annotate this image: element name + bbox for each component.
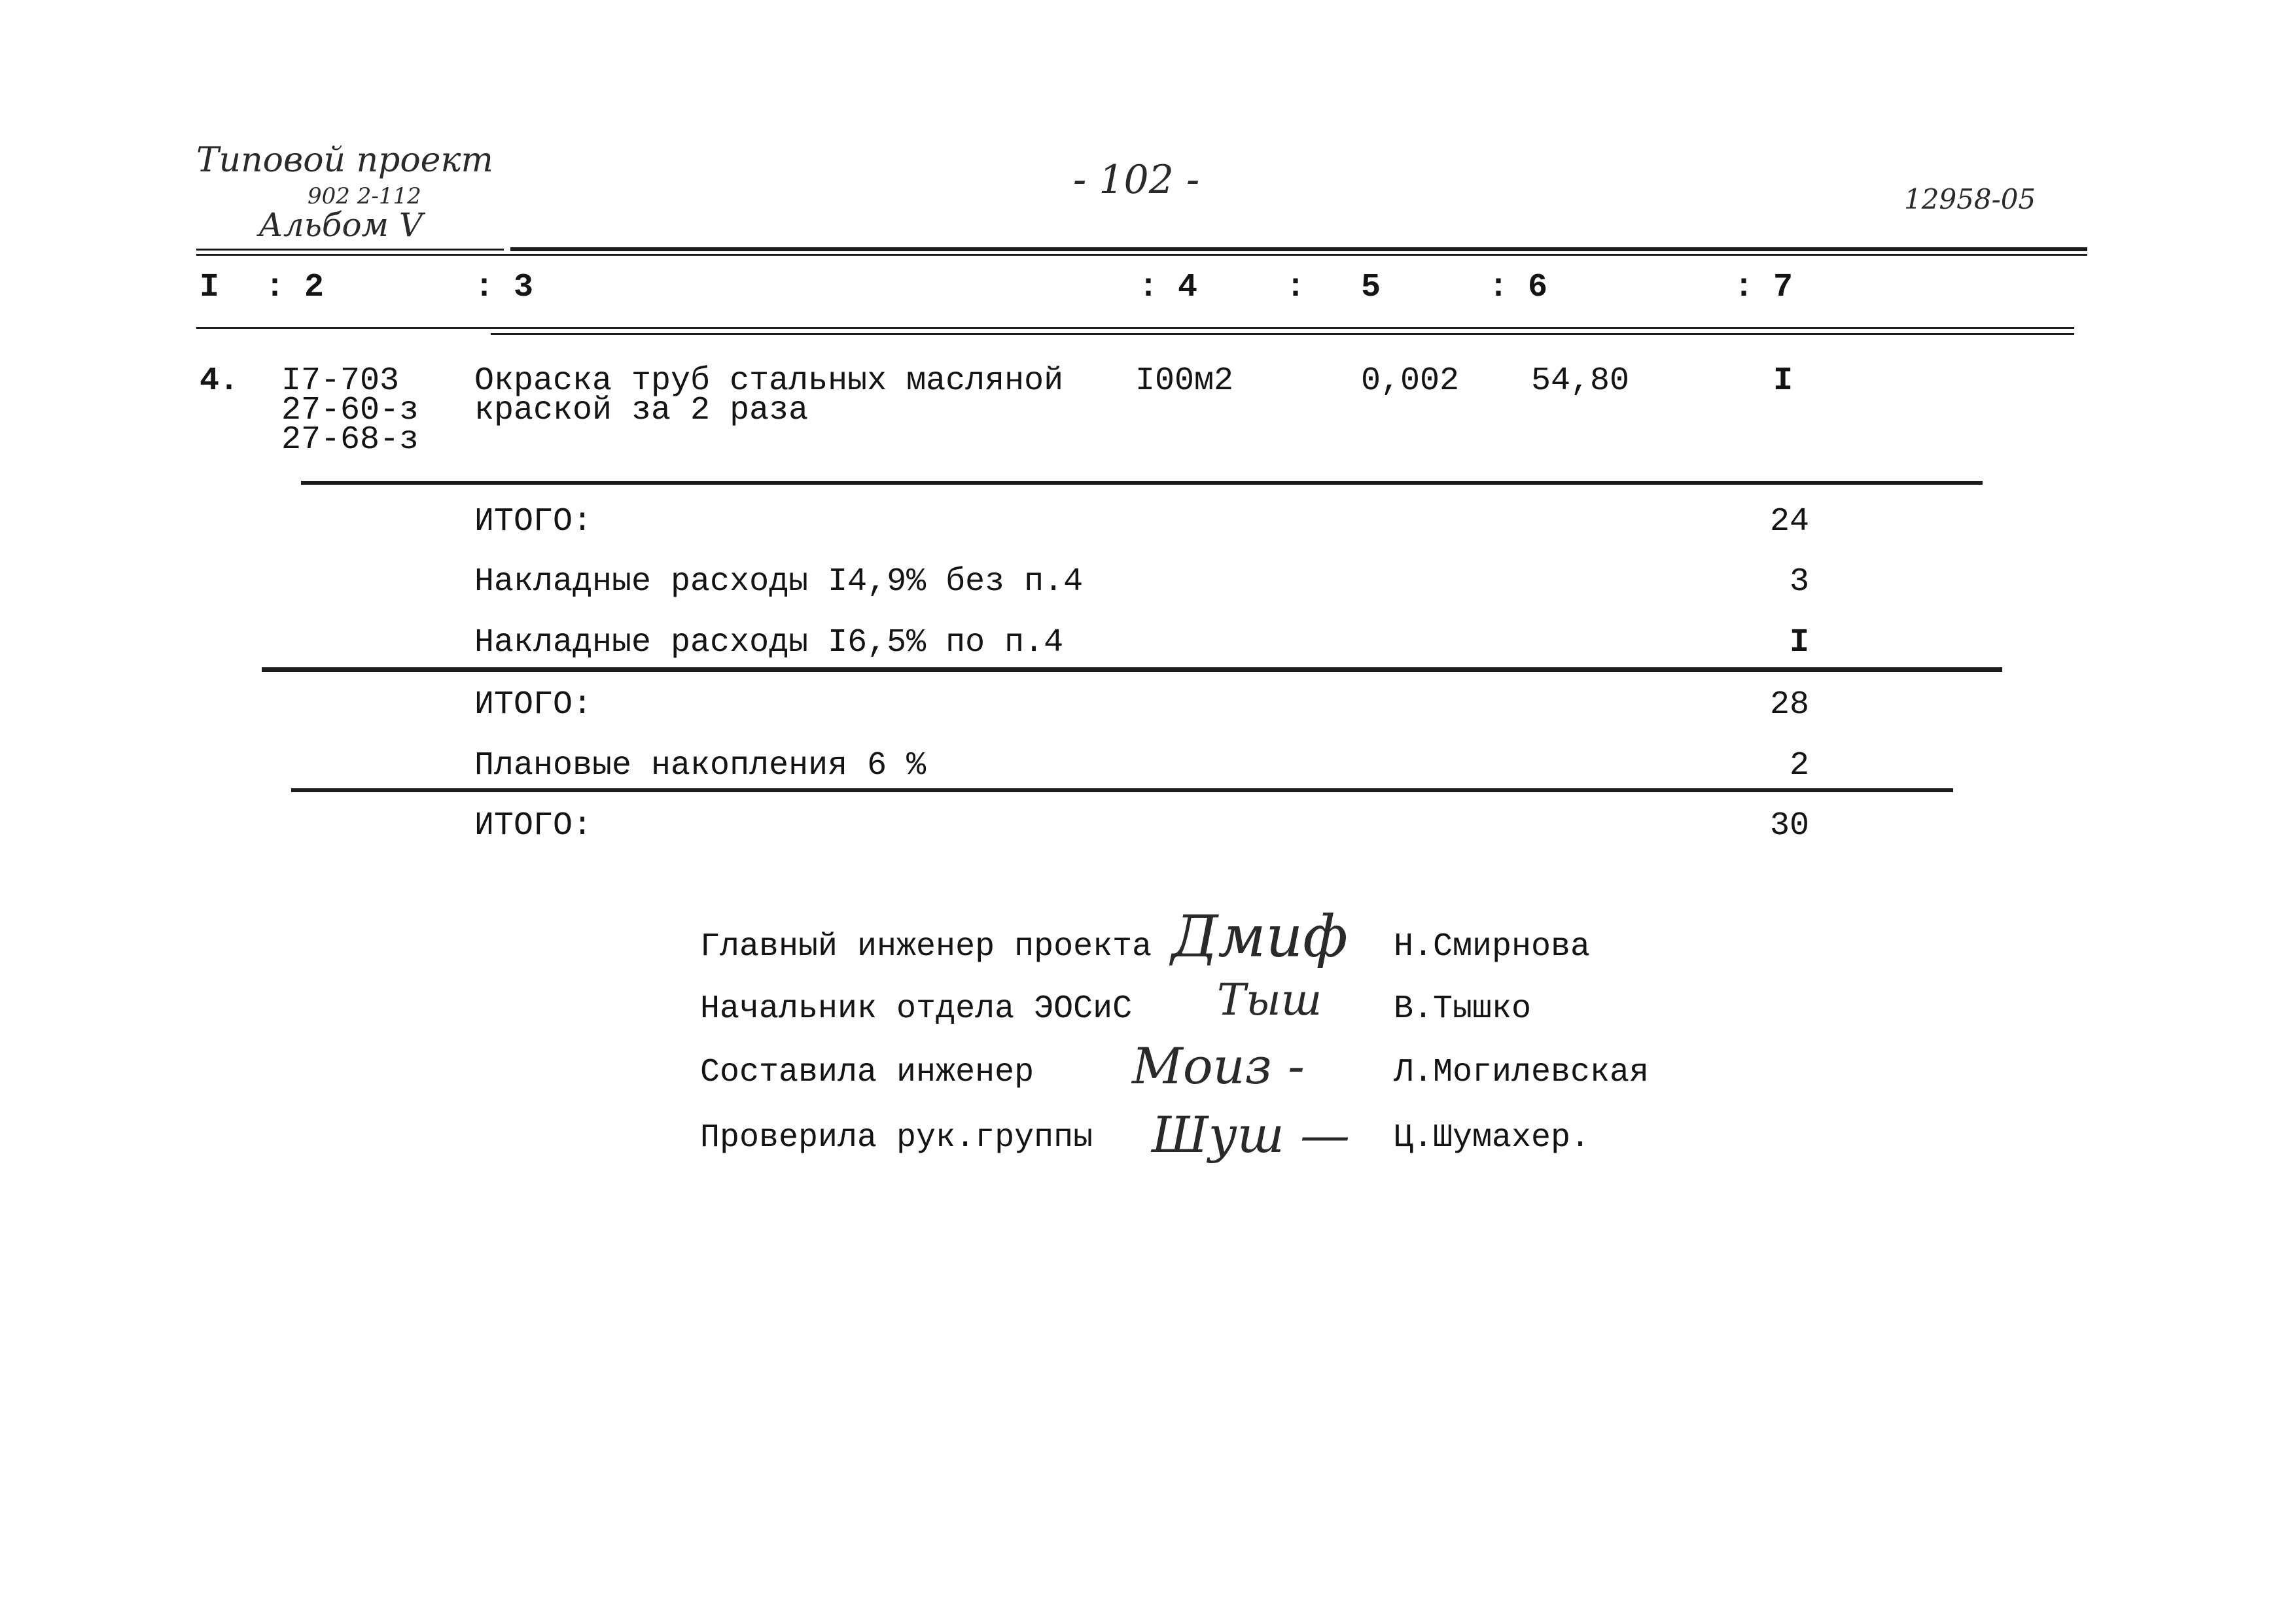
row-quantity: 0,002	[1361, 362, 1460, 400]
document-code: 12958-05	[1904, 183, 2036, 215]
signature-mark-4: Шуш —	[1152, 1106, 1350, 1164]
summary-label-1: ИТОГО:	[474, 503, 593, 540]
signature-name-3: Л.Могилевская	[1394, 1054, 1650, 1091]
summary-label-2: Накладные расходы I4,9% без п.4	[474, 563, 1084, 601]
row-bottom-rule	[301, 481, 1983, 485]
stamp-album-line: Альбом V	[258, 206, 423, 244]
summary-label-5: Плановые накопления 6 %	[474, 747, 927, 784]
signature-role-3: Составила инженер	[700, 1054, 1034, 1091]
row-number: 4.	[200, 362, 239, 400]
stamp-number-line: 902 2-112	[308, 183, 421, 209]
summary-label-6: ИТОГО:	[474, 807, 593, 845]
summary-lower-rule	[291, 788, 1953, 792]
header-top-rule-thin	[196, 254, 2087, 256]
col-header-7: : 7	[1734, 269, 1793, 306]
header-top-rule	[510, 247, 2087, 251]
signature-name-1: Н.Смирнова	[1394, 928, 1591, 966]
summary-mid-rule	[262, 667, 2002, 672]
signature-name-4: Ц.Шумахер.	[1394, 1119, 1591, 1157]
row-description-2: краской за 2 раза	[474, 392, 809, 429]
stamp-underline	[196, 249, 504, 251]
signature-role-1: Главный инженер проекта	[700, 928, 1152, 966]
col-header-2: : 2	[265, 269, 325, 306]
col-header-6: : 6	[1489, 269, 1548, 306]
signature-role-4: Проверила рук.группы	[700, 1119, 1093, 1157]
col-header-3: : 3	[474, 269, 534, 306]
summary-value-5: 2	[1790, 747, 1810, 784]
signature-mark-1: Дмиф	[1171, 903, 1349, 970]
row-unit: I00м2	[1135, 362, 1234, 400]
summary-value-2: 3	[1790, 563, 1810, 601]
col-header-5: 5	[1361, 269, 1381, 306]
header-bottom-rule-2	[491, 333, 2074, 335]
row-code-1: I7-703	[281, 362, 400, 400]
row-price: 54,80	[1531, 362, 1630, 400]
stamp-project-line: Типовой проект	[196, 141, 493, 180]
row-description-1: Окраска труб стальных масляной	[474, 362, 1064, 400]
signature-mark-3: Моиз -	[1132, 1037, 1305, 1095]
signature-role-2: Начальник отдела ЭОСиС	[700, 990, 1133, 1028]
row-total: I	[1773, 362, 1793, 400]
signature-mark-2: Тыш	[1217, 975, 1322, 1025]
signature-name-2: В.Тышко	[1394, 990, 1532, 1028]
row-code-2: 27-60-з	[281, 392, 419, 429]
summary-label-3: Накладные расходы I6,5% по п.4	[474, 624, 1064, 661]
col-header-sep: :	[1286, 269, 1306, 306]
summary-value-4: 28	[1770, 686, 1810, 724]
page-number: - 102 -	[1073, 157, 1200, 203]
summary-value-3: I	[1790, 624, 1810, 661]
summary-value-6: 30	[1770, 807, 1810, 845]
summary-value-1: 24	[1770, 503, 1810, 540]
summary-label-4: ИТОГО:	[474, 686, 593, 724]
col-header-1: I	[200, 269, 220, 306]
header-bottom-rule	[196, 327, 2074, 329]
col-header-4: : 4	[1139, 269, 1198, 306]
row-code-3: 27-68-з	[281, 421, 419, 459]
